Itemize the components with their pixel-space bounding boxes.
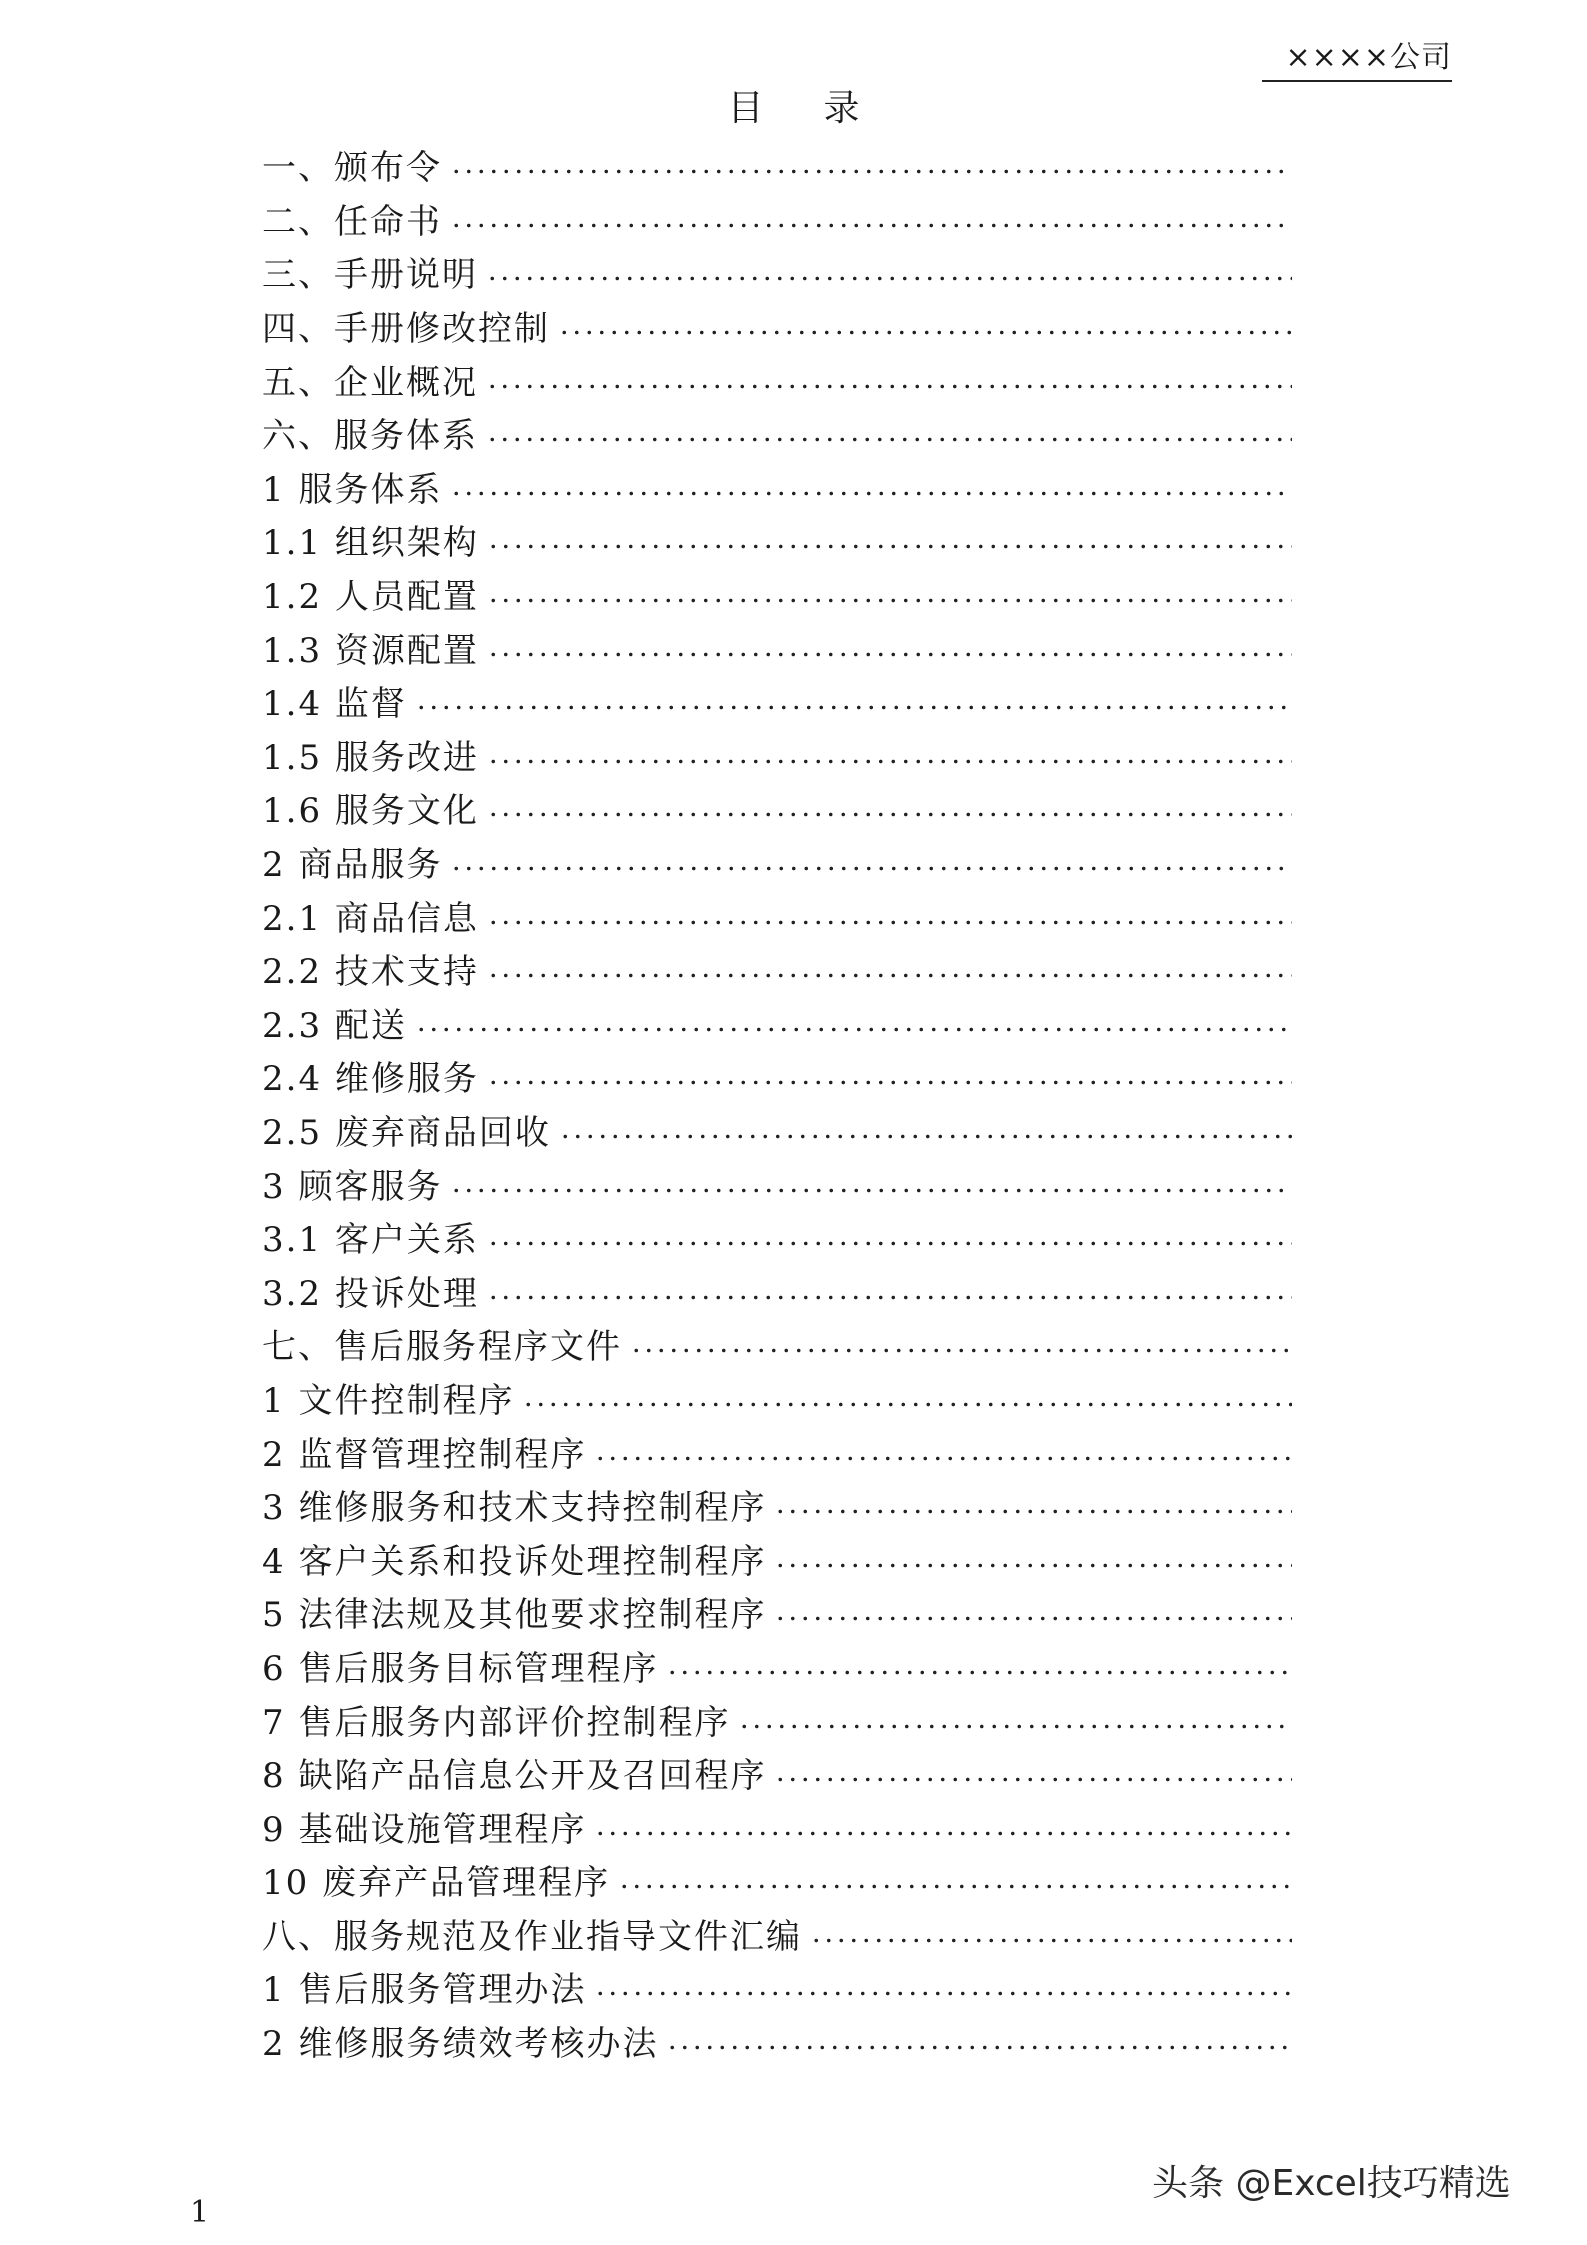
toc-entry-label: 四、手册修改控制 bbox=[262, 309, 550, 350]
toc-entry-label: 1.2 人员配置 bbox=[262, 577, 479, 618]
toc-entry-label: 2.1 商品信息 bbox=[262, 898, 479, 939]
toc-entry-label: 五、企业概况 bbox=[262, 362, 478, 403]
toc-entry-label: 2 商品服务 bbox=[262, 845, 443, 886]
toc-dot-leader bbox=[487, 812, 1292, 817]
toc-dot-leader bbox=[774, 1509, 1292, 1514]
toc-dot-leader bbox=[450, 1188, 1292, 1193]
toc-entry-label: 3 维修服务和技术支持控制程序 bbox=[262, 1488, 767, 1529]
toc-dot-leader bbox=[666, 1670, 1292, 1675]
toc-dot-leader bbox=[487, 1080, 1292, 1085]
toc-dot-leader bbox=[487, 1241, 1292, 1246]
toc-entry bbox=[262, 1639, 1322, 1693]
toc-entry bbox=[262, 1531, 1322, 1585]
toc-entry bbox=[262, 352, 1322, 406]
toc-dot-leader bbox=[810, 1938, 1292, 1943]
toc-dot-leader bbox=[487, 652, 1292, 657]
toc-entry-label: 6 售后服务目标管理程序 bbox=[262, 1648, 659, 1689]
toc-dot-leader bbox=[415, 705, 1292, 710]
toc-entry-label: 2.4 维修服务 bbox=[262, 1059, 479, 1100]
toc-dot-leader bbox=[630, 1348, 1292, 1353]
toc-entry bbox=[262, 781, 1322, 835]
toc-entry-label: 4 客户关系和投诉处理控制程序 bbox=[262, 1541, 767, 1582]
toc-entry bbox=[262, 1156, 1322, 1210]
toc-entry-label: 八、服务规范及作业指导文件汇编 bbox=[262, 1916, 802, 1957]
toc-entry bbox=[262, 1907, 1322, 1961]
toc-entry-label: 5 法律法规及其他要求控制程序 bbox=[262, 1595, 767, 1636]
toc-entry bbox=[262, 138, 1322, 192]
toc-entry-label: 9 基础设施管理程序 bbox=[262, 1809, 587, 1850]
company-name: ××××公司 bbox=[1262, 38, 1452, 82]
toc-entry-label: 2.3 配送 bbox=[262, 1005, 407, 1046]
toc-dot-leader bbox=[415, 1027, 1292, 1032]
toc-entry bbox=[262, 674, 1322, 728]
toc-dot-leader bbox=[594, 1991, 1292, 1996]
toc-entry-label: 1 售后服务管理办法 bbox=[262, 1970, 587, 2011]
toc-entry bbox=[262, 1371, 1322, 1425]
toc-dot-leader bbox=[594, 1456, 1292, 1461]
toc-dot-leader bbox=[487, 598, 1292, 603]
toc-entry bbox=[262, 245, 1322, 299]
toc-dot-leader bbox=[774, 1777, 1292, 1782]
toc-entry bbox=[262, 728, 1322, 782]
toc-entry bbox=[262, 1746, 1322, 1800]
toc-title: 目录 bbox=[727, 88, 920, 129]
toc-entry bbox=[262, 888, 1322, 942]
toc-entry-label: 3.1 客户关系 bbox=[262, 1220, 479, 1261]
toc-entry-label: 一、颁布令 bbox=[262, 148, 442, 189]
toc-entry-label: 1.6 服务文化 bbox=[262, 791, 479, 832]
toc-dot-leader bbox=[738, 1724, 1292, 1729]
toc-dot-leader bbox=[450, 169, 1292, 174]
toc-entry bbox=[262, 1210, 1322, 1264]
toc-entry bbox=[262, 2014, 1322, 2068]
toc-entry bbox=[262, 1960, 1322, 2014]
toc-entry-label: 六、服务体系 bbox=[262, 416, 478, 457]
table-of-contents bbox=[262, 138, 1322, 2067]
toc-entry bbox=[262, 406, 1322, 460]
toc-entry-label: 7 售后服务内部评价控制程序 bbox=[262, 1702, 731, 1743]
toc-entry bbox=[262, 942, 1322, 996]
toc-dot-leader bbox=[487, 1295, 1292, 1300]
toc-entry-label: 8 缺陷产品信息公开及召回程序 bbox=[262, 1756, 767, 1797]
toc-entry bbox=[262, 192, 1322, 246]
toc-entry-label: 3.2 投诉处理 bbox=[262, 1273, 479, 1314]
toc-dot-leader bbox=[618, 1884, 1292, 1889]
toc-entry-label: 2 监督管理控制程序 bbox=[262, 1434, 587, 1475]
toc-dot-leader bbox=[774, 1616, 1292, 1621]
toc-dot-leader bbox=[558, 330, 1292, 335]
toc-entry-label: 三、手册说明 bbox=[262, 255, 478, 296]
toc-entry-label: 1 文件控制程序 bbox=[262, 1380, 515, 1421]
toc-entry-label: 2 维修服务绩效考核办法 bbox=[262, 2024, 659, 2065]
toc-entry bbox=[262, 1799, 1322, 1853]
toc-entry-label: 1.4 监督 bbox=[262, 684, 407, 725]
toc-dot-leader bbox=[594, 1831, 1292, 1836]
toc-entry bbox=[262, 1103, 1322, 1157]
toc-dot-leader bbox=[450, 223, 1292, 228]
toc-entry bbox=[262, 620, 1322, 674]
toc-dot-leader bbox=[450, 491, 1292, 496]
toc-entry bbox=[262, 996, 1322, 1050]
toc-dot-leader bbox=[487, 973, 1292, 978]
toc-entry bbox=[262, 1692, 1322, 1746]
toc-entry-label: 1.3 资源配置 bbox=[262, 630, 479, 671]
toc-entry-label: 七、售后服务程序文件 bbox=[262, 1327, 622, 1368]
toc-entry-label: 1 服务体系 bbox=[262, 469, 443, 510]
toc-entry-label: 1.1 组织架构 bbox=[262, 523, 479, 564]
toc-dot-leader bbox=[666, 2045, 1292, 2050]
toc-entry-label: 2.2 技术支持 bbox=[262, 952, 479, 993]
toc-entry bbox=[262, 460, 1322, 514]
toc-entry-label: 3 顾客服务 bbox=[262, 1166, 443, 1207]
toc-entry bbox=[262, 299, 1322, 353]
watermark-text: 头条 @Excel技巧精选 bbox=[1152, 2163, 1511, 2204]
toc-dot-leader bbox=[450, 866, 1292, 871]
toc-entry bbox=[262, 1424, 1322, 1478]
toc-entry bbox=[262, 835, 1322, 889]
toc-dot-leader bbox=[486, 437, 1292, 442]
page-number: 1 bbox=[190, 2195, 210, 2230]
toc-entry bbox=[262, 513, 1322, 567]
toc-dot-leader bbox=[486, 276, 1292, 281]
toc-dot-leader bbox=[487, 759, 1292, 764]
toc-dot-leader bbox=[486, 384, 1292, 389]
toc-entry-label: 二、任命书 bbox=[262, 201, 442, 242]
toc-entry bbox=[262, 1049, 1322, 1103]
toc-dot-leader bbox=[774, 1563, 1292, 1568]
toc-dot-leader bbox=[487, 544, 1292, 549]
toc-entry bbox=[262, 1853, 1322, 1907]
toc-entry-label: 1.5 服务改进 bbox=[262, 737, 479, 778]
toc-entry bbox=[262, 1585, 1322, 1639]
toc-dot-leader bbox=[559, 1134, 1292, 1139]
toc-dot-leader bbox=[487, 920, 1292, 925]
toc-entry bbox=[262, 567, 1322, 621]
toc-dot-leader bbox=[522, 1402, 1292, 1407]
toc-entry bbox=[262, 1478, 1322, 1532]
toc-entry-label: 10 废弃产品管理程序 bbox=[262, 1863, 611, 1904]
toc-entry-label: 2.5 废弃商品回收 bbox=[262, 1112, 551, 1153]
toc-entry bbox=[262, 1317, 1322, 1371]
toc-entry bbox=[262, 1263, 1322, 1317]
